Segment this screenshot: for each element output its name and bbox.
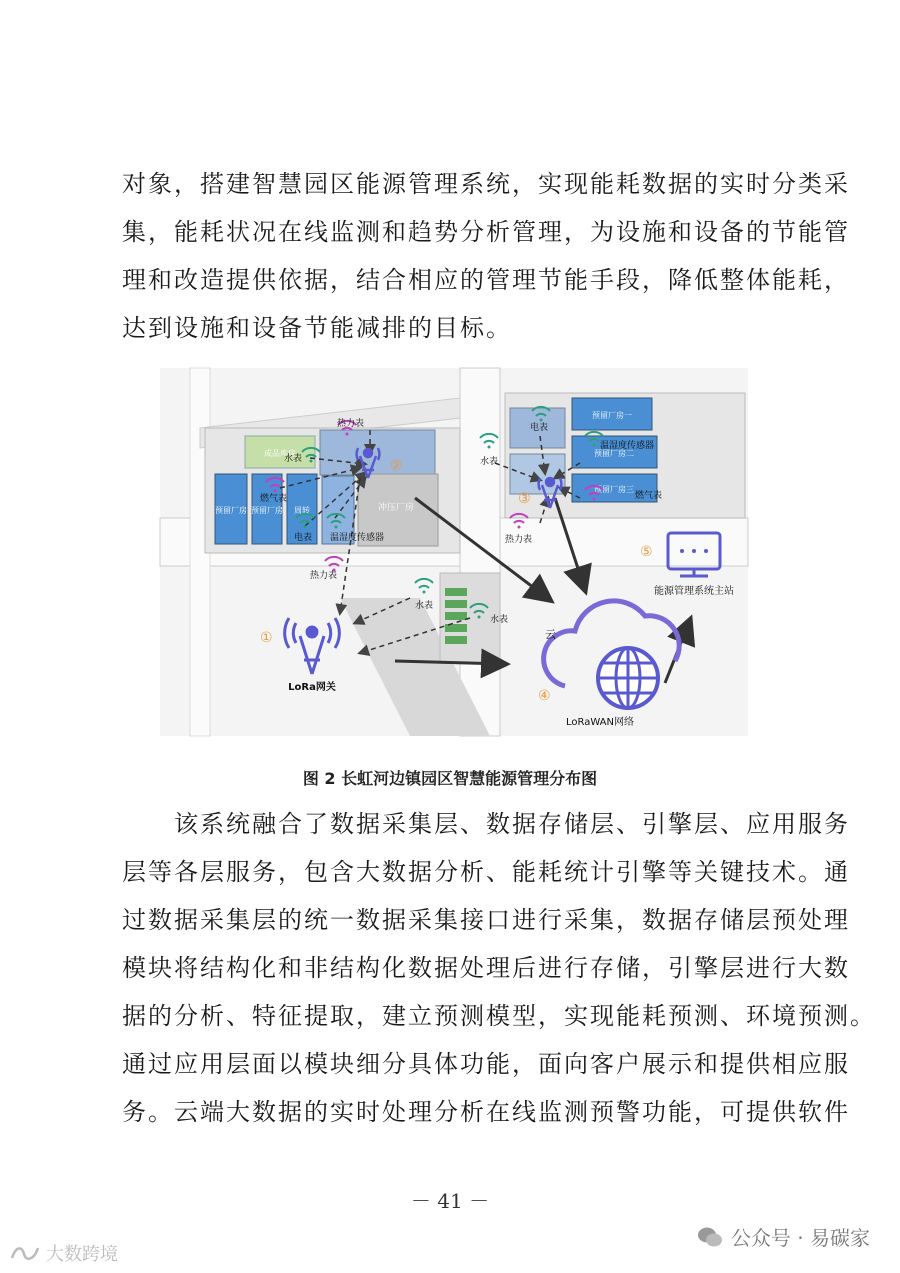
step-number: ④ [538,688,551,704]
meter-label: 水表 [415,601,434,611]
meter-label: 温湿度传感器 [330,533,385,543]
watermark-brand [10,1240,118,1266]
paragraph-2 [122,800,876,1136]
step-number: ② [390,458,403,474]
watermark-text: 大数跨境 [46,1244,118,1265]
building-label: 成品库房 [264,449,296,458]
page-number: － 41 － [410,1189,490,1213]
text-line: 理和改造提供依据，结合相应的管理节能手段，降低整体能耗， [122,266,850,294]
text-line: 该系统融合了数据采集层、数据存储层、引擎层、应用服务 [122,810,850,838]
meter-label: 水表 [284,454,303,464]
meter-label: 热力表 [310,571,338,581]
lora-gateway-label: LoRa网关 [288,682,336,693]
step-number: ⑤ [640,544,653,560]
building-label: 预留厂房一 [592,411,632,420]
road [460,368,500,736]
meter-label: 电表 [294,533,313,543]
paragraph-1 [122,160,850,352]
text-line: 过数据采集层的统一数据采集接口进行采集，数据存储层预处理 [122,906,850,934]
meter-label: 热力表 [337,419,365,429]
building-north [320,430,435,475]
step-number: ① [260,630,273,646]
text-line: 层等各层服务，包含大数据分析、能耗统计引擎等关键技术。通 [122,858,850,886]
globe-icon [598,648,658,708]
text-line: 务。云端大数据的实时处理分析在线监测预警功能，可提供软件 [122,1098,850,1126]
meter-label: 电表 [530,423,549,433]
green-block [445,600,467,608]
watermark-wechat [697,1222,870,1251]
meter-label: 燃气表 [260,494,288,504]
green-block [445,636,467,644]
step-number: ③ [518,491,531,507]
brand-logo-icon [10,1244,40,1262]
text-line: 集，能耗状况在线监测和趋势分析管理，为设施和设备的节能管 [122,218,850,246]
green-block [445,612,467,620]
wechat-icon [697,1226,723,1248]
watermark-text: 公众号 · 易碳家 [730,1226,870,1250]
text-line: 通过应用层面以模块细分具体功能，面向客户展示和提供相应服 [122,1050,850,1078]
meter-label: 水表 [480,457,499,467]
building-label: 预留厂房三 [594,485,634,494]
meter-label: 温湿度传感器 [600,441,655,451]
text-line: 对象，搭建智慧园区能源管理系统，实现能耗数据的实时分类采 [122,170,850,198]
building-label: 周转 [294,506,310,515]
meter-label: 水表 [490,615,509,625]
text-line: 模块将结构化和非结构化数据处理后进行存储，引擎层进行大数 [122,954,850,982]
building-label: 预留厂房 [251,506,283,515]
building-label: 预留厂房二 [594,449,634,458]
green-block [445,588,467,596]
lorawan-label: LoRaWAN网络 [565,717,635,728]
park-energy-map-figure [160,368,748,736]
building-label: 冲压厂房 [377,503,415,513]
meter-label: 热力表 [505,535,533,545]
building-label: 预留厂房 [215,506,247,515]
text-line: 达到设施和设备节能减排的目标。 [122,314,512,342]
cloud-label: 云 [545,628,556,641]
meter-label: 燃气表 [635,491,663,501]
text-line: 据的分析、特征提取，建立预测模型，实现能耗预测、环境预测。 [122,1002,876,1030]
figure-caption: 图 2 长虹河边镇园区智慧能源管理分布图 [302,769,598,788]
station-label: 能源管理系统主站 [654,586,734,597]
